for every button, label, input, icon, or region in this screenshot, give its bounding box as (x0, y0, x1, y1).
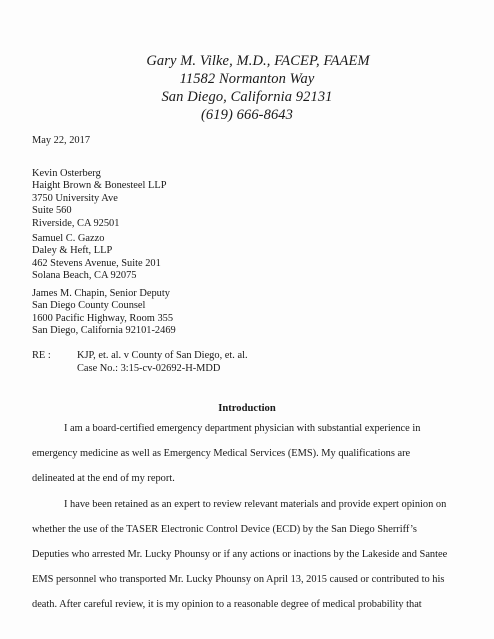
address-line: 3750 University Ave (32, 192, 118, 204)
case-caption: KJP, et. al. v County of San Diego, et. al. (77, 350, 248, 361)
section-heading: Introduction (218, 403, 276, 414)
recipient-address-2 (32, 233, 161, 283)
letterhead (0, 52, 494, 124)
recipient-address-1 (32, 168, 167, 230)
address-line: Haight Brown & Bonesteel LLP (32, 180, 167, 192)
author-phone: (619) 666-8643 (200, 107, 293, 123)
letter-date (32, 135, 90, 147)
re-subject (77, 350, 248, 375)
paragraph-line: I am a board-certified emergency department physician with substantial experience in (64, 423, 421, 434)
address-line: Suite 560 (32, 205, 72, 217)
address-line: 1600 Pacific Highway, Room 355 (32, 312, 174, 324)
address-line: San Diego County Counsel (32, 300, 146, 312)
paragraph-line: EMS personnel who transported Mr. Lucky Phounsy on April 13, 2015 caused or contributed to his (32, 574, 445, 585)
paragraph-line: Deputies who arrested Mr. Lucky Phounsy or if any actions or inactions by the Lakeside and Santee (32, 549, 448, 560)
address-line: Samuel C. Gazzo (32, 233, 105, 244)
author-name: Gary M. Vilke, M.D., FACEP, FAAEM (146, 53, 370, 69)
paragraph-line: emergency medicine as well as Emergency Medical Services (EMS). My qualifications are (32, 448, 411, 459)
address-line: Kevin Osterberg (32, 168, 101, 179)
re-label: RE : (32, 350, 51, 361)
author-street: 11582 Normanton Way (179, 71, 315, 87)
address-line: Riverside, CA 92501 (32, 217, 120, 229)
paragraph-line: delineated at the end of my report. (32, 473, 175, 484)
paragraph-line: I have been retained as an expert to review relevant materials and provide expert opinion on (64, 499, 447, 510)
paragraph-line: death. After careful review, it is my opinion to a reasonable degree of medical probability that (32, 599, 422, 610)
recipient-address-3 (32, 288, 176, 338)
author-city: San Diego, California 92131 (161, 89, 333, 105)
address-line: San Diego, California 92101-2469 (32, 325, 176, 337)
address-line: James M. Chapin, Senior Deputy (32, 288, 170, 299)
address-line: 462 Stevens Avenue, Suite 201 (32, 257, 161, 269)
date-text: May 22, 2017 (32, 135, 91, 146)
address-line: Daley & Heft, LLP (32, 245, 113, 257)
address-line: Solana Beach, CA 92075 (32, 270, 137, 282)
paragraph-line: whether the use of the TASER Electronic Control Device (ECD) by the San Diego Sherriff’s (32, 524, 417, 535)
case-number: Case No.: 3:15-cv-02692-H-MDD (77, 362, 221, 374)
